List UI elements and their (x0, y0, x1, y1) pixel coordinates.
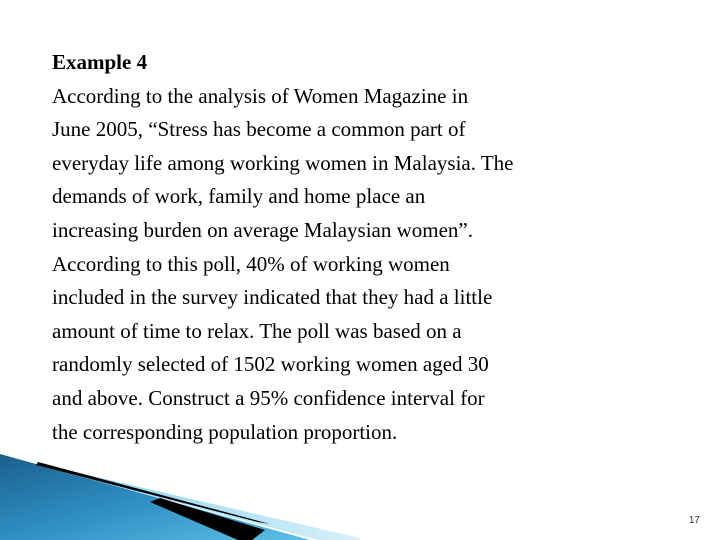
page-number: 17 (688, 515, 700, 526)
body-line: randomly selected of 1502 working women aged 30 (52, 352, 489, 377)
slide-corner-decoration (0, 440, 460, 540)
body-line: amount of time to relax. The poll was based on a (52, 318, 462, 343)
body-line: included in the survey indicated that they had a little (52, 285, 493, 310)
body-line: everyday life among working women in Malaysia. The (52, 150, 514, 175)
body-line: the corresponding population proportion. (52, 419, 398, 444)
slide-heading: Example 4 (52, 50, 148, 74)
body-line: and above. Construct a 95% confidence interval for (52, 385, 485, 410)
body-line: According to this poll, 40% of working women (52, 251, 450, 276)
body-line: June 2005, “Stress has become a common part of (52, 117, 466, 142)
body-line: increasing burden on average Malaysian women”. (52, 217, 474, 242)
slide-body (52, 46, 672, 449)
body-line: According to the analysis of Women Magazine in (52, 83, 469, 108)
body-line: demands of work, family and home place an (52, 184, 426, 209)
